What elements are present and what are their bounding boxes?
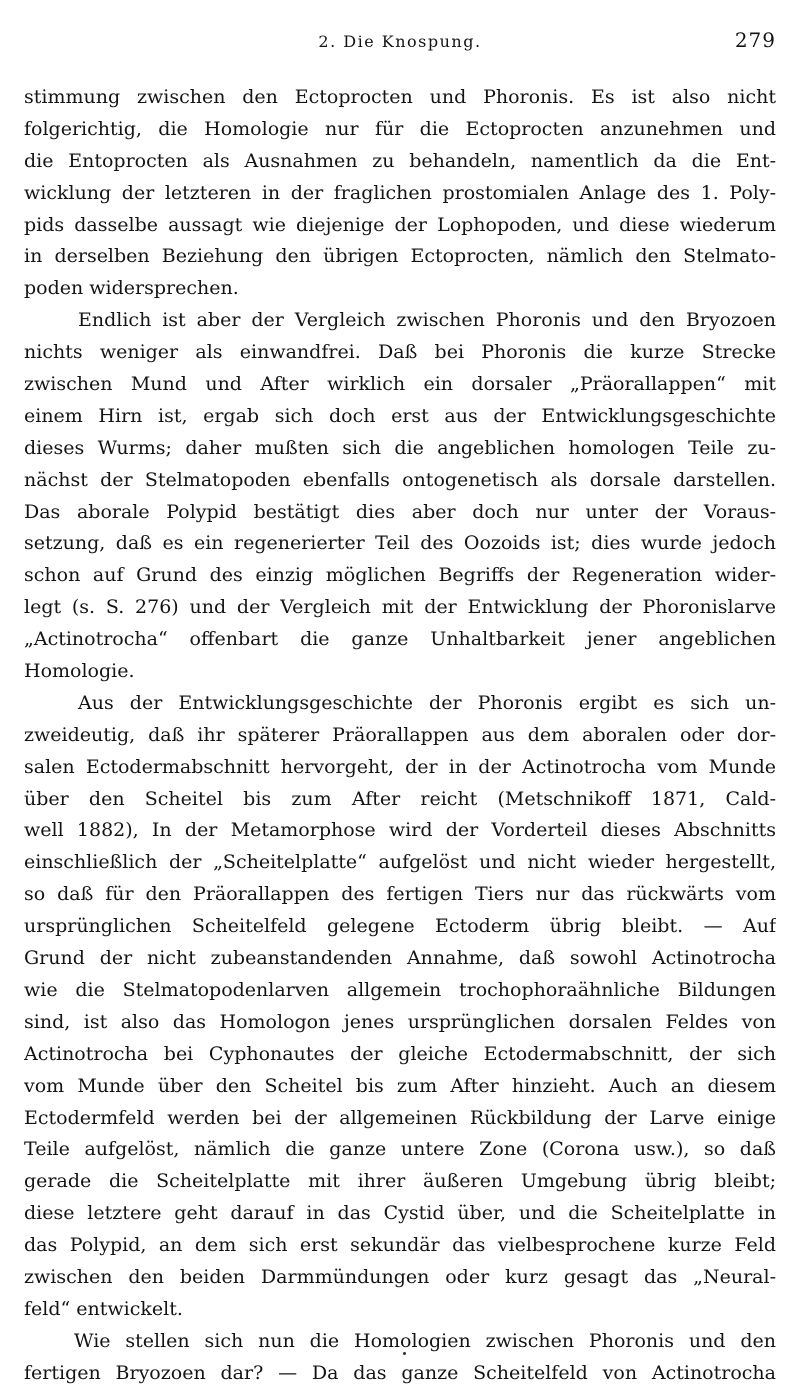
text-line: die Entoprocten als Ausnahmen zu behandeln, namentlich da die Ent- <box>24 149 776 172</box>
page-number: 279 <box>734 28 776 52</box>
text-line: Actinotrocha bei Cyphonautes der gleiche Ectodermabschnitt, der sich <box>24 1042 776 1065</box>
paragraph-first-line: Endlich ist aber der Vergleich zwischen Phoronis und den Bryozoen <box>78 309 776 332</box>
text-line: ursprünglichen Scheitelfeld gelegene Ectoderm übrig bleibt. — Auf <box>24 915 776 938</box>
paragraph-first-line: Aus der Entwicklungsgeschichte der Phoronis ergibt es sich un- <box>78 691 776 714</box>
text-line: „Actinotrocha“ offenbart die ganze Unhaltbarkeit jener angeblichen <box>24 628 776 651</box>
text-line: fertigen Bryozoen dar? — Da das ganze Scheitelfeld von Actinotrocha <box>24 1361 776 1384</box>
text-line: nichts weniger als einwandfrei. Daß bei Phoronis die kurze Strecke <box>24 341 776 364</box>
text-line: einschließlich der „Scheitelplatte“ aufgelöst und nicht wieder hergestellt, <box>24 851 776 874</box>
text-line: Das aborale Polypid bestätigt dies aber doch nur unter der Voraus- <box>24 500 776 523</box>
body-text <box>24 82 776 1390</box>
text-line: diese letztere geht darauf in das Cystid über, und die Scheitelplatte in <box>24 1202 776 1225</box>
text-line: legt (s. S. 276) und der Vergleich mit der Entwicklung der Phoronislarve <box>24 596 776 619</box>
text-line: well 1882), In der Metamorphose wird der Vorderteil dieses Abschnitts <box>24 819 776 842</box>
text-line: Teile aufgelöst, nämlich die ganze untere Zone (Corona usw.), so daß <box>24 1138 776 1161</box>
text-line: nächst der Stelmatopoden ebenfalls ontogenetisch als dorsale darstellen. <box>24 468 776 491</box>
text-line: sind, ist also das Homologon jenes ursprünglichen dorsalen Feldes von <box>24 1010 776 1033</box>
text-line: gerade die Scheitelplatte mit ihrer äußeren Umgebung übrig bleibt; <box>24 1170 776 1193</box>
text-line: pids dasselbe aussagt wie diejenige der Lophopoden, und diese wiederum <box>24 213 776 236</box>
text-line: über den Scheitel bis zum After reicht (Metschnikoff 1871, Cald- <box>24 787 776 810</box>
text-line: Ectodermfeld werden bei der allgemeinen Rückbildung der Larve einige <box>24 1106 776 1129</box>
text-line: zwischen den beiden Darmmündungen oder kurz gesagt das „Neural- <box>24 1265 776 1288</box>
page-header <box>24 28 776 58</box>
running-head: 2. Die Knospung. <box>318 32 482 51</box>
text-line: feld“ entwickelt. <box>24 1297 183 1320</box>
text-line: zweideutig, daß ihr späterer Präorallappen aus dem aboralen oder dor- <box>24 723 776 746</box>
text-line: stimmung zwischen den Ectoprocten und Phoronis. Es ist also nicht <box>24 86 776 108</box>
text-line: das Polypid, an dem sich erst sekundär das vielbesprochene kurze Feld <box>24 1234 776 1257</box>
text-line: wie die Stelmatopodenlarven allgemein trochophoraähnliche Bildungen <box>24 978 776 1001</box>
text-line: wicklung der letzteren in der fraglichen prostomialen Anlage des 1. Poly- <box>24 181 776 204</box>
text-line: einem Hirn ist, ergab sich doch erst aus der Entwicklungsgeschichte <box>24 404 776 427</box>
text-line: so daß für den Präorallappen des fertigen Tiers nur das rückwärts vom <box>24 883 776 906</box>
text-line: in derselben Beziehung den übrigen Ectoprocten, nämlich den Stelmato- <box>24 245 776 268</box>
text-line: zwischen Mund und After wirklich ein dorsaler „Präorallappen“ mit <box>24 373 776 396</box>
text-line: schon auf Grund des einzig möglichen Begriffs der Regeneration wider- <box>24 564 776 587</box>
text-line: vom Munde über den Scheitel bis zum After hinzieht. Auch an diesem <box>24 1074 776 1097</box>
text-line: dieses Wurms; daher mußten sich die angeblichen homologen Teile zu- <box>24 436 776 459</box>
text-line: poden widersprechen. <box>24 277 239 300</box>
print-speck <box>403 1352 406 1355</box>
paragraph-first-line: Wie stellen sich nun die Homologien zwischen Phoronis und den <box>74 1329 776 1352</box>
text-line: setzung, daß es ein regenerierter Teil des Oozoids ist; dies wurde jedoch <box>24 532 776 555</box>
text-line: folgerichtig, die Homologie nur für die Ectoprocten anzunehmen und <box>24 117 776 140</box>
text-line: Homologie. <box>24 660 135 683</box>
text-line: Grund der nicht zubeanstandenden Annahme, daß sowohl Actinotrocha <box>24 947 776 970</box>
text-line: salen Ectodermabschnitt hervorgeht, der in der Actinotrocha vom Munde <box>24 755 776 778</box>
